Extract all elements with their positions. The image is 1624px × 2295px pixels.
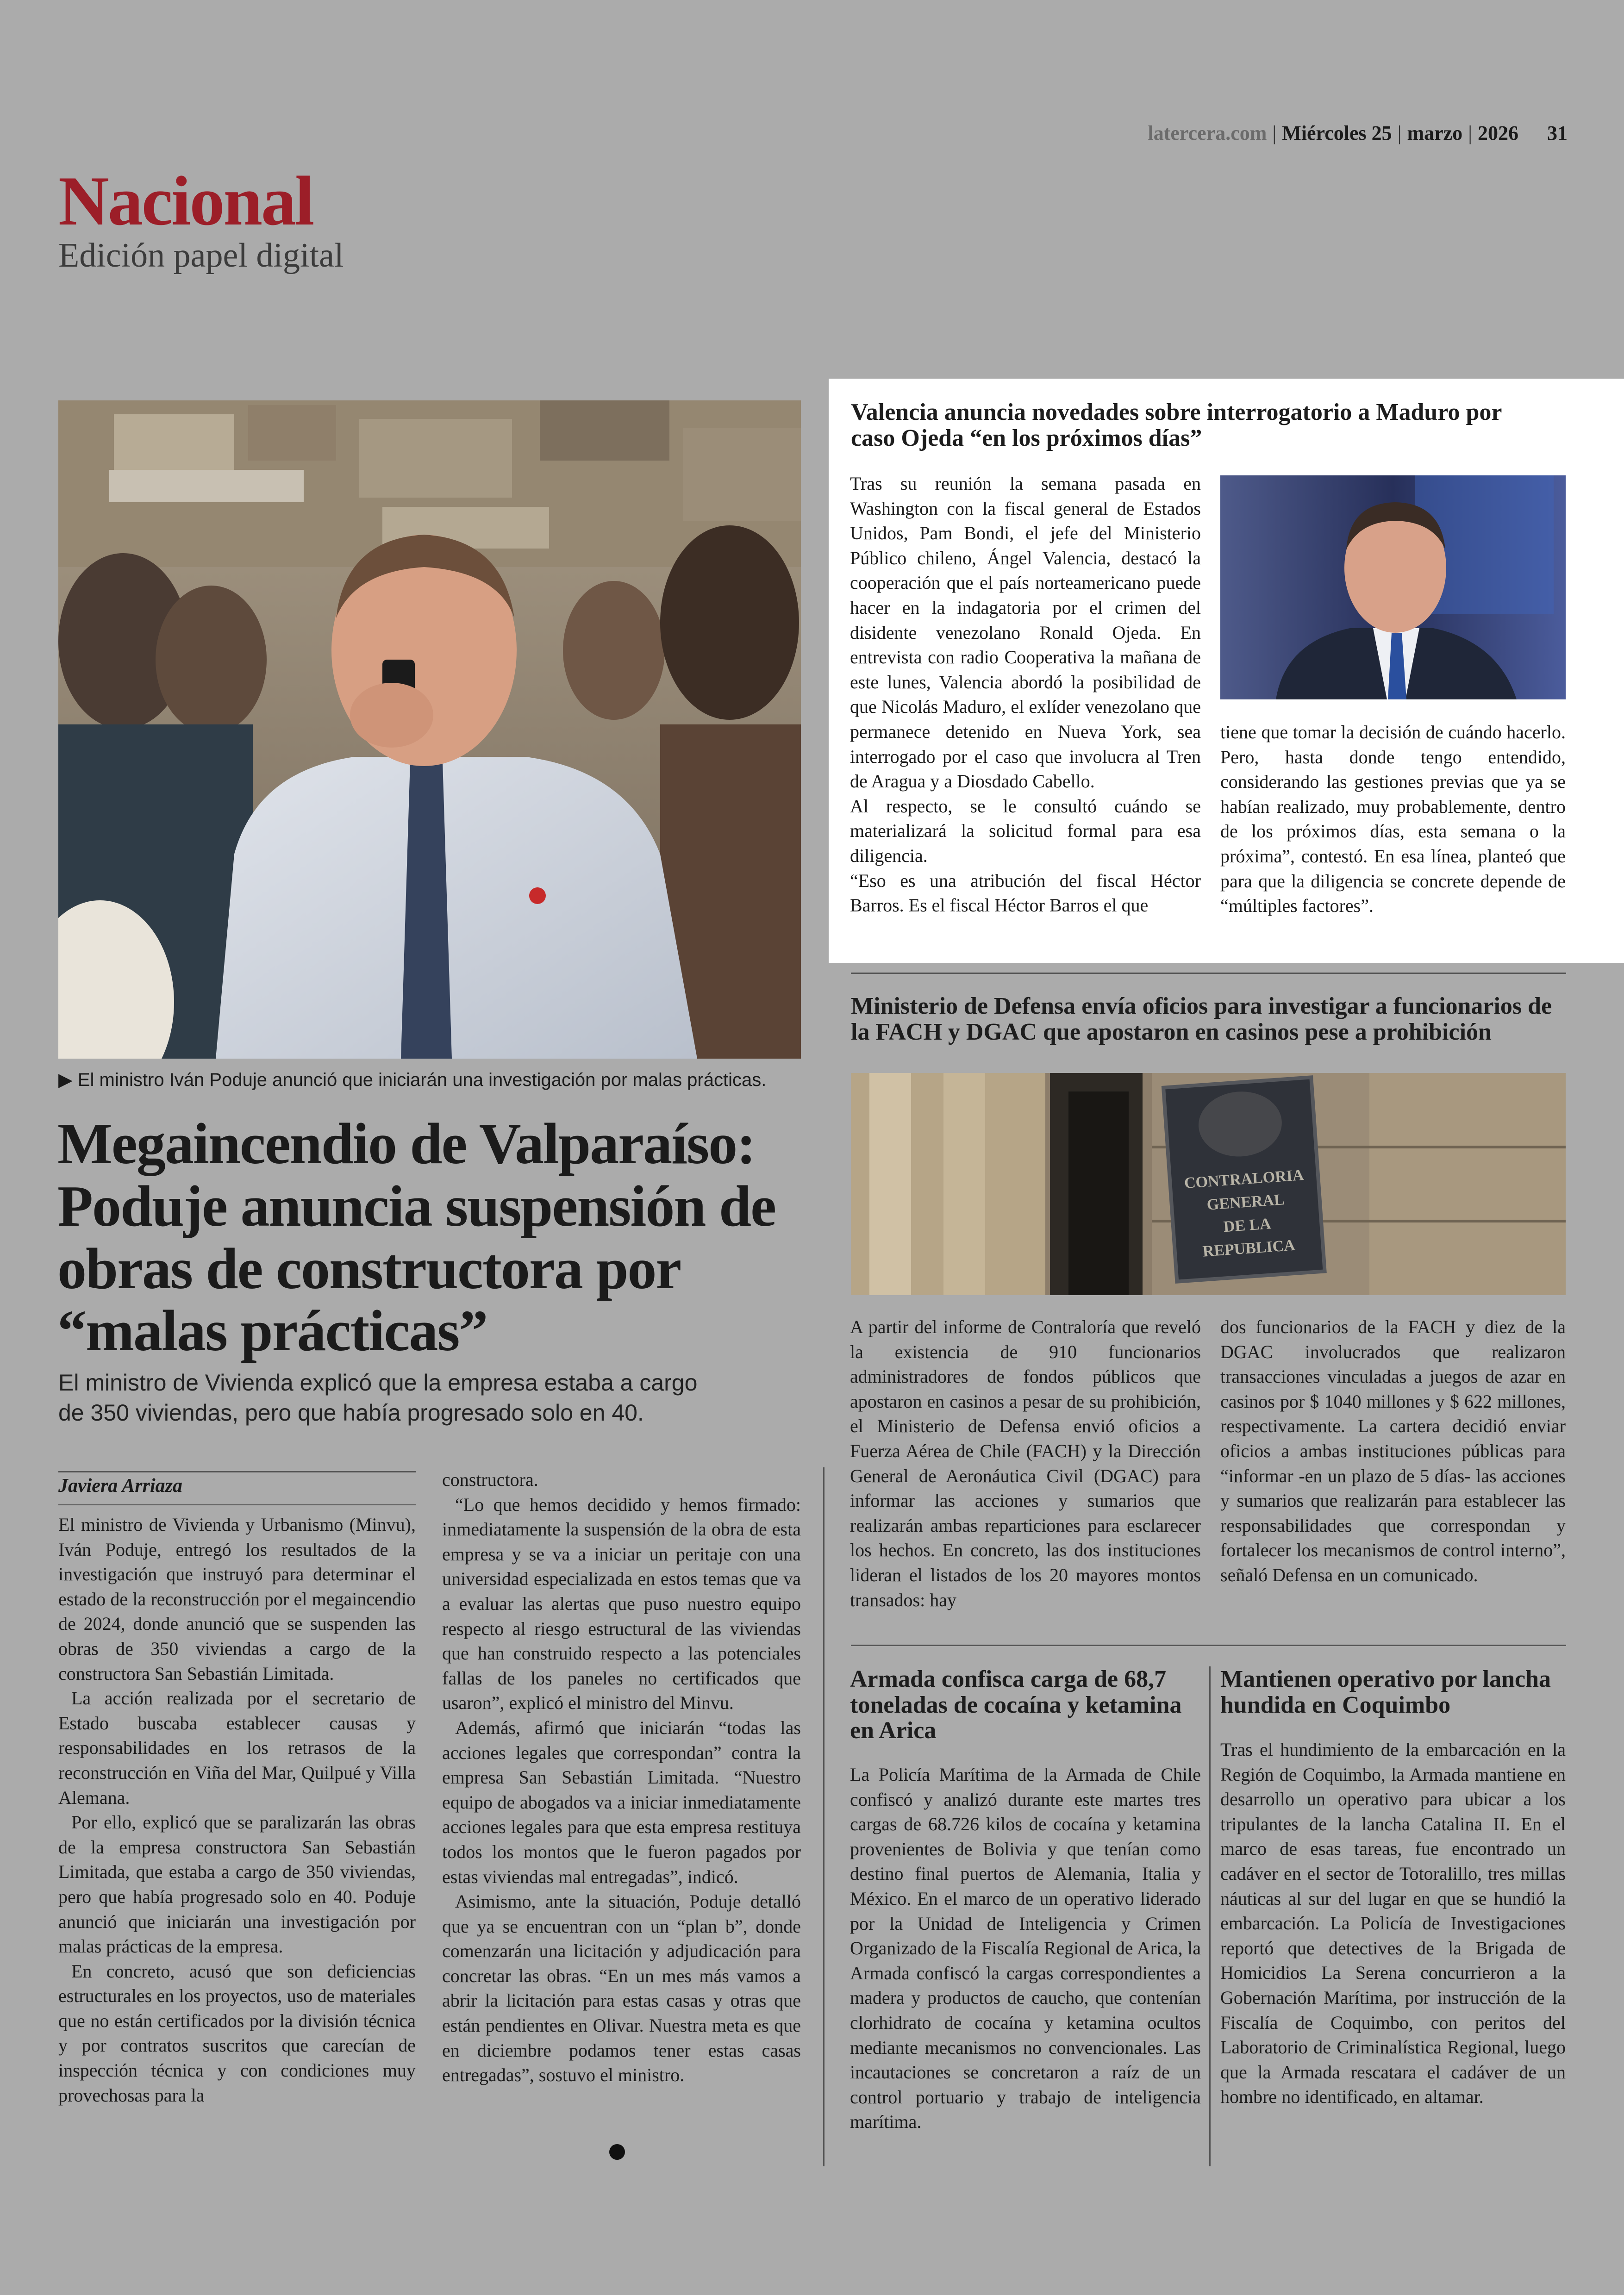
sign-text: REPUBLICA [1202,1236,1296,1260]
paragraph: constructora. [442,1469,538,1490]
photo-caption [58,1069,818,1091]
end-mark-icon [609,2144,625,2160]
paragraph: Tras el hundimiento de la embarcación en la Región de Coquimbo, la Armada mantiene en desarrollo un operativo para ubicar a los tripulantes de la lancha Catalina II. En el marco de esas tareas, fue encontrado un cadáver en el sector de Totoralillo, tres millas náuticas al sur del lugar en que se hundió la embarcación. La Policía de Investigaciones reportó que detectives de la Brigada de Homicidios La Serena concurrieron a la Gobernación Marítima, por instrucción de la Fiscalía de Coquimbo, con peritos del Laboratorio de Criminalística Regional, luego que la Armada rescatara el cadáver de un hombre no identificado, en altamar. [1220,1739,1566,2108]
valencia-headline: Valencia anuncia novedades sobre interrogatorio a Maduro por caso Ojeda “en los próximos días” [851,399,1502,451]
caption-text: El ministro Iván Poduje anunció que iniciarán una investigación por malas prácticas. [77,1070,767,1090]
valencia-column-1 [850,471,1201,918]
defensa-photo [851,1073,1566,1295]
date-year: 2026 [1478,122,1518,144]
paragraph: El ministro de Vivienda y Urbanismo (Minvu), Iván Poduje, entregó los resultados de la investigación que instruyó para determinar el estado de la reconstrucción por el megaincendio de 2024, donde anunció que se suspenden las obras de 350 viviendas a cargo de la constructora San Sebastián Limitada. [58,1514,416,1684]
valencia-photo [1220,475,1566,699]
paragraph: Por ello, explicó que se paralizarán las obras de la empresa constructora San Sebastián Limitada, que estaba a cargo de 350 viviendas, pero que había progresado solo en 40. Poduje anunció que iniciarán una investigación por malas prácticas de la empresa. [58,1812,416,1957]
paragraph: Además, afirmó que iniciarán “todas las acciones legales que correspondan” contra la empresa San Sebastián Limitada. “Nuestro equipo de abogados va a iniciar inmediatamente acciones legales para que esta empresa restituya todos los montos que le fueron pagados por estas viviendas mal entregadas”, indicó. [442,1717,801,1887]
byline-rule-bottom [58,1504,416,1505]
coquimbo-column [1220,1737,1566,2109]
lead-headline: Megaincendio de Valparaíso: Poduje anuncia suspensión de obras de constructora por “malas prácticas” [57,1112,775,1364]
paragraph: A partir del informe de Contraloría que reveló la existencia de 910 funcionarios administradores de fondos públicos que apostaron en casinos a pesar de su prohibición, el Ministerio de Defensa envió oficios a Fuerza Aérea de Chile (FACH) y la Dirección General de Aeronáutica Civil (DGAC) para informar las acciones y sumarios que realizarán ambas reparticiones para esclarecer los hechos. En concreto, las dos instituciones lideran el listados de los 20 mayores montos transados: hay [850,1316,1201,1610]
defensa-column-1 [850,1315,1201,1612]
paragraph: dos funcionarios de la FACH y diez de la DGAC involucrados que realizaron transacciones vinculadas a juegos de azar en casinos por $ 1040 millones y $ 622 millones, respectivamente. La cartera decidió enviar oficios a ambas instituciones públicas para “informar -en un plazo de 5 días- las acciones y sumarios que realizarán para establecer las responsabilidades que correspondan y fortalecer los mecanismos de control interno”, señaló Defensa en un comunicado. [1220,1316,1566,1585]
defensa-column-2 [1220,1315,1566,1588]
section-subtitle: Edición papel digital [58,237,344,274]
paragraph: tiene que tomar la decisión de cuándo hacerlo. Pero, hasta donde tengo entendido, considerando las gestiones previas que ya se habían realizado, muy probablemente, dentro de los próximos días, esta semana o la próxima”, contestó. En esa línea, planteó que para que la diligencia se concrete depende de “múltiples factores”. [1220,722,1566,917]
paragraph: “Eso es una atribución del fiscal Héctor Barros. Es el fiscal Héctor Barros el que [850,870,1201,916]
sign-text: GENERAL [1206,1191,1285,1214]
page-header-bar [1148,121,1568,145]
lead-photo [58,400,801,1059]
lead-column-2 [442,1467,801,2088]
defensa-headline: Ministerio de Defensa envía oficios para investigar a funcionarios de la FACH y DGAC que apostaron en casinos pese a prohibición [851,993,1552,1045]
date-day: Miércoles 25 [1282,122,1392,144]
page-number: 31 [1547,122,1568,144]
lead-column-1 [58,1512,416,2108]
armada-column [850,1762,1201,2134]
paragraph: La acción realizada por el secretario de Estado buscaba establecer causas y responsabilidades en los retrasos de la reconstrucción en Viña del Mar, Quilpué y Villa Alemana. [58,1688,416,1808]
paragraph: Al respecto, se le consultó cuándo se materializará la solicitud formal para esa diligencia. [850,795,1201,866]
valencia-column-2 [1220,720,1566,918]
paragraph: “Lo que hemos decidido y hemos firmado: inmediatamente la suspensión de la obra de esta empresa y se va a iniciar un peritaje con una universidad especializada en estos temas que va a evaluar las alertas que puso nuestro equipo respecto al riesgo estructural de las viviendas que han construido respecto a las potenciales fallas de los paneles no certificados que usaron”, explicó el ministro del Minvu. [442,1494,801,1714]
sign-text: CONTRALORIA [1183,1166,1305,1192]
prosecutor-photo-illustration [1220,475,1566,699]
separator: | [1272,122,1277,144]
armada-headline: Armada confisca carga de 68,7 toneladas de cocaína y ketamina en Arica [850,1666,1182,1744]
column-divider [1209,1666,1211,2166]
paragraph: Tras su reunión la semana pasada en Washington con la fiscal general de Estados Unidos, Pam Bondi, el jefe del Ministerio Público chileno, Ángel Valencia, destacó la cooperación que el país norteamericano puede hacer en la indagatoria por el crimen del disidente venezolano Ronald Ojeda. En entrevista con radio Cooperativa la mañana de este lunes, Valencia abordó la posibilidad de que Nicolás Maduro, el exlíder venezolano que permanece detenido en Nueva York, sea interrogado por el caso que involucra al Tren de Aragua y a Diosdado Cabello. [850,473,1201,792]
minister-photo-illustration [58,400,801,1059]
paragraph: En concreto, acusó que son deficiencias estructurales en los proyectos, uso de materiales que no están certificados por la división técnica y por contratos suscritos que carecían de inspección técnica y con condiciones muy provechosas para la [58,1960,416,2106]
section-rule [851,973,1566,974]
caption-arrow-icon: ▶ [58,1070,78,1090]
section-rule [851,1645,1566,1646]
paragraph: Asimismo, ante la situación, Poduje detalló que ya se encuentran con un “plan b”, donde comenzarán una licitación y adjudicación para concretar las obras. “En un mes más vamos a abrir la licitación para estas casas y otras que están pendientes en Olivar. Nuestra meta es que en diciembre podamos tener estas casas entregadas”, sostuvo el ministro. [442,1891,801,2086]
byline-rule [58,1471,416,1472]
separator: | [1397,122,1402,144]
section-title: Nacional [58,162,313,240]
site-name: latercera.com [1148,122,1267,144]
byline: Javiera Arriaza [58,1475,182,1497]
date-month: marzo [1407,122,1463,144]
contraloria-photo-illustration [851,1073,1566,1295]
separator: | [1468,122,1472,144]
coquimbo-headline: Mantienen operativo por lancha hundida en Coquimbo [1220,1666,1551,1718]
lead-deck: El ministro de Vivienda explicó que la empresa estaba a cargo de 350 viviendas, pero que había progresado solo en 40. [58,1370,698,1426]
sign-text: DE LA [1223,1215,1272,1236]
column-divider [823,1467,824,2166]
paragraph: La Policía Marítima de la Armada de Chile confiscó y analizó durante este martes tres cargas de 68.726 kilos de cocaína y ketamina provenientes de Bolivia y que tenían como destino final puertos de Alemania, Italia y México. En el marco de un operativo liderado por la Unidad de Inteligencia y Crimen Organizado de la Fiscalía Regional de Arica, la Armada confiscó la cargas correspondientes a madera y productos de caucho, que contenían clorhidrato de cocaína y ketamina ocultos mediante mecanismos no convencionales. Las incautaciones se concretaron a raíz de un control portuario y trabajo de inteligencia marítima. [850,1764,1201,2133]
